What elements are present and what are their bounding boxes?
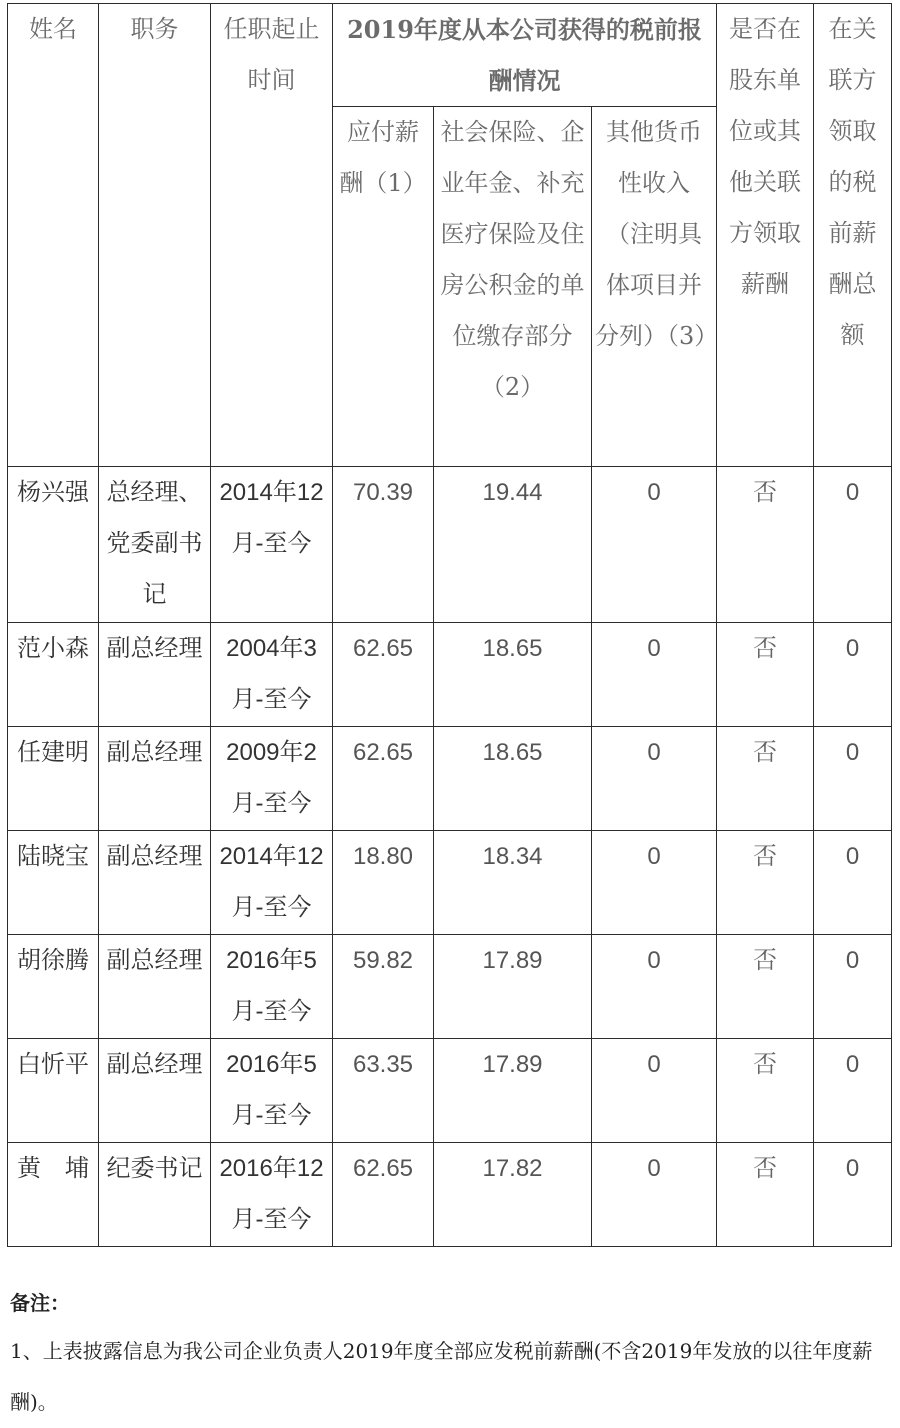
table-row [8,727,892,831]
cell-name: 杨兴强 [8,467,99,623]
header-name: 姓名 [8,4,99,467]
cell-tenure: 2016年5月-至今 [211,1039,333,1143]
header-tenure: 任职起止时间 [211,4,333,467]
cell-other: 0 [592,1143,717,1247]
cell-position: 副总经理 [99,935,211,1039]
header-compensation-group: 2019年度从本公司获得的税前报酬情况 [333,4,717,107]
cell-name: 陆晓宝 [8,831,99,935]
cell-other: 0 [592,831,717,935]
cell-tenure: 2004年3月-至今 [211,623,333,727]
cell-tenure: 2009年2月-至今 [211,727,333,831]
cell-name: 胡徐腾 [8,935,99,1039]
table-row [8,935,892,1039]
cell-tenure: 2016年5月-至今 [211,935,333,1039]
table-row [8,1039,892,1143]
cell-related-paid: 否 [717,1143,814,1247]
cell-related-total: 0 [814,467,892,623]
cell-name: 范小森 [8,623,99,727]
cell-tenure: 2014年12月-至今 [211,467,333,623]
cell-related-total: 0 [814,831,892,935]
cell-other: 0 [592,467,717,623]
cell-other: 0 [592,935,717,1039]
notes-item-1: 1、上表披露信息为我公司企业负责人2019年度全部应发税前薪酬(不含2019年发放的以往年度薪酬)。 [10,1339,873,1414]
header-other-income: 其他货币性收入（注明具体项目并分列）（3） [592,107,717,467]
cell-related-total: 0 [814,1039,892,1143]
cell-position: 副总经理 [99,727,211,831]
cell-related-paid: 否 [717,935,814,1039]
cell-social: 18.65 [434,623,592,727]
cell-payable: 18.80 [333,831,434,935]
cell-payable: 63.35 [333,1039,434,1143]
cell-name: 任建明 [8,727,99,831]
table-header [8,4,892,467]
cell-position: 纪委书记 [99,1143,211,1247]
table-row [8,623,892,727]
cell-social: 17.82 [434,1143,592,1247]
cell-tenure: 2014年12月-至今 [211,831,333,935]
table-body [8,467,892,1247]
cell-payable: 70.39 [333,467,434,623]
table-row [8,831,892,935]
cell-related-paid: 否 [717,831,814,935]
table-row [8,467,892,623]
salary-table-container [7,3,891,1247]
executive-salary-table [7,3,892,1247]
cell-position: 副总经理 [99,623,211,727]
cell-other: 0 [592,623,717,727]
cell-related-paid: 否 [717,623,814,727]
cell-tenure: 2016年12月-至今 [211,1143,333,1247]
cell-social: 17.89 [434,935,592,1039]
cell-name: 黄 埔 [8,1143,99,1247]
cell-other: 0 [592,727,717,831]
cell-social: 18.65 [434,727,592,831]
header-position: 职务 [99,4,211,467]
cell-related-total: 0 [814,1143,892,1247]
cell-payable: 62.65 [333,623,434,727]
cell-related-total: 0 [814,727,892,831]
cell-related-paid: 否 [717,1039,814,1143]
cell-related-paid: 否 [717,727,814,831]
cell-name: 白忻平 [8,1039,99,1143]
cell-related-total: 0 [814,935,892,1039]
cell-payable: 62.65 [333,1143,434,1247]
cell-position: 副总经理 [99,1039,211,1143]
cell-social: 17.89 [434,1039,592,1143]
notes-heading: 备注： [10,1291,70,1315]
cell-position: 副总经理 [99,831,211,935]
cell-related-paid: 否 [717,467,814,623]
header-social-insurance: 社会保险、企业年金、补充医疗保险及住房公积金的单位缴存部分（2） [434,107,592,467]
cell-position: 总经理、党委副书记 [99,467,211,623]
cell-related-total: 0 [814,623,892,727]
cell-social: 18.34 [434,831,592,935]
header-related-total: 在关联方领取的税前薪酬总额 [814,4,892,467]
cell-other: 0 [592,1039,717,1143]
header-related-paid: 是否在股东单位或其他关联方领取薪酬 [717,4,814,467]
cell-payable: 59.82 [333,935,434,1039]
header-payable: 应付薪酬（1） [333,107,434,467]
cell-payable: 62.65 [333,727,434,831]
notes-section [10,1283,890,1428]
table-row [8,1143,892,1247]
cell-social: 19.44 [434,467,592,623]
